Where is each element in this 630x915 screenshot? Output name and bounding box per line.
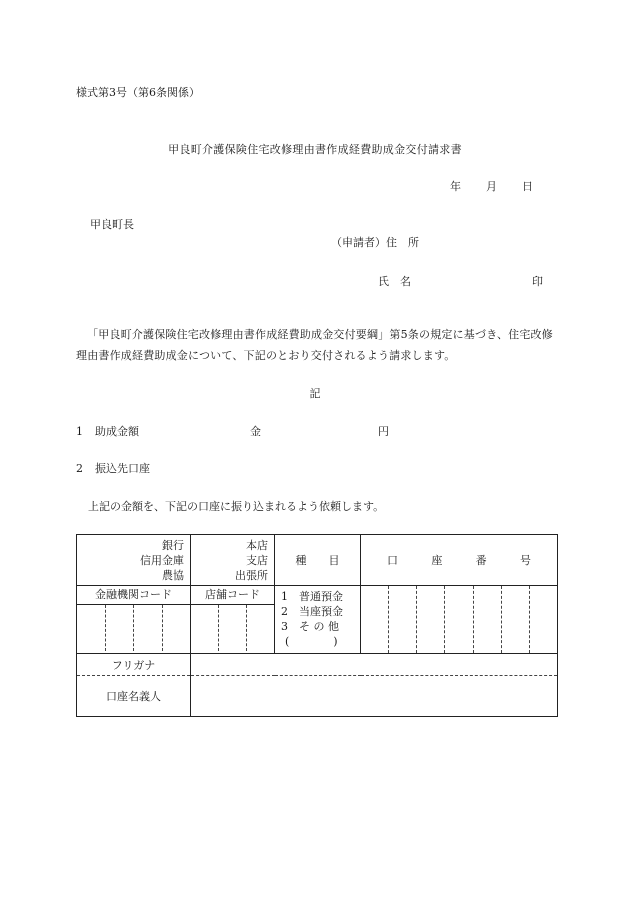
digit-box[interactable]: [162, 605, 191, 651]
account-header-char: 口: [387, 554, 398, 567]
form-number: 様式第3号（第6条関係）: [76, 86, 200, 99]
transfer-request-text: 上記の金額を、下記の口座に振り込まれるよう依頼します。: [88, 500, 385, 513]
account-kind-toza[interactable]: 2 当座預金: [281, 605, 343, 618]
branch-type-cell: [191, 535, 275, 586]
item2-number: 2: [76, 462, 83, 475]
item1-yen: 円: [378, 425, 389, 438]
bank-type-nokyo: 農協: [162, 568, 184, 582]
branch-code-cell: [191, 586, 275, 654]
addressee: 甲良町長: [90, 218, 134, 231]
bank-code-label: 金融機関コード: [77, 586, 190, 605]
account-number-cell: [361, 586, 558, 654]
account-number-header: [361, 535, 558, 586]
kind-header: 種 目: [275, 535, 361, 586]
bank-account-table: [76, 534, 558, 717]
date-year-label: 年: [450, 180, 461, 193]
item1-number: 1: [76, 425, 83, 438]
account-header-char: 号: [519, 554, 531, 567]
bank-type-ginko: 銀行: [162, 538, 184, 552]
branch-code-label: 店舗コード: [191, 586, 274, 605]
document-title: 甲良町介護保険住宅改修理由書作成経費助成金交付請求書: [168, 143, 462, 156]
date-day-label: 日: [522, 180, 533, 193]
digit-box[interactable]: [473, 586, 501, 653]
digit-box[interactable]: [529, 586, 557, 653]
branch-type-shucchojo: 出張所: [235, 568, 268, 582]
account-kind-futsu[interactable]: 1 普通預金: [281, 590, 343, 603]
digit-box[interactable]: [361, 586, 388, 653]
digit-box[interactable]: [77, 605, 105, 651]
item1-label: 助成金額: [95, 425, 139, 438]
bank-type-shinkin: 信用金庫: [140, 553, 184, 567]
request-body-text: 「甲良町介護保険住宅改修理由書作成経費助成金交付要綱」第5条の規定に基づき、住宅改修理由書作成経費助成金について、下記のとおり交付されるよう請求します。: [76, 328, 553, 362]
furigana-field[interactable]: [191, 654, 558, 676]
ki-heading: 記: [309, 387, 321, 400]
bank-code-cell: [77, 586, 191, 654]
account-kind-other-detail[interactable]: ( ): [285, 635, 338, 648]
account-number-digit-boxes[interactable]: [361, 586, 557, 653]
bank-code-digit-boxes[interactable]: [77, 605, 190, 651]
bank-type-cell: [77, 535, 191, 586]
applicant-name-label: 氏 名: [378, 275, 411, 288]
digit-box[interactable]: [191, 605, 218, 651]
account-header-char: 番: [475, 554, 487, 567]
branch-code-digit-boxes[interactable]: [191, 605, 274, 651]
digit-box[interactable]: [416, 586, 444, 653]
digit-box[interactable]: [246, 605, 274, 651]
applicant-address-label: （申請者）住 所: [331, 236, 419, 249]
account-header-char: 座: [431, 554, 443, 567]
branch-type-shiten: 支店: [246, 553, 268, 567]
digit-box[interactable]: [501, 586, 529, 653]
digit-box[interactable]: [388, 586, 416, 653]
furigana-label: フリガナ: [77, 654, 191, 676]
digit-box[interactable]: [105, 605, 134, 651]
digit-box[interactable]: [444, 586, 472, 653]
account-holder-label: 口座名義人: [77, 676, 191, 717]
seal-mark: 印: [532, 275, 543, 288]
digit-box[interactable]: [218, 605, 246, 651]
digit-box[interactable]: [133, 605, 162, 651]
date-month-label: 月: [486, 180, 497, 193]
account-kind-cell: [275, 586, 361, 654]
item1-kin: 金: [250, 425, 261, 438]
account-kind-other[interactable]: 3 そ の 他: [281, 620, 339, 633]
account-holder-field[interactable]: [191, 676, 558, 717]
item2-label: 振込先口座: [95, 462, 150, 475]
branch-type-honten: 本店: [246, 538, 268, 552]
